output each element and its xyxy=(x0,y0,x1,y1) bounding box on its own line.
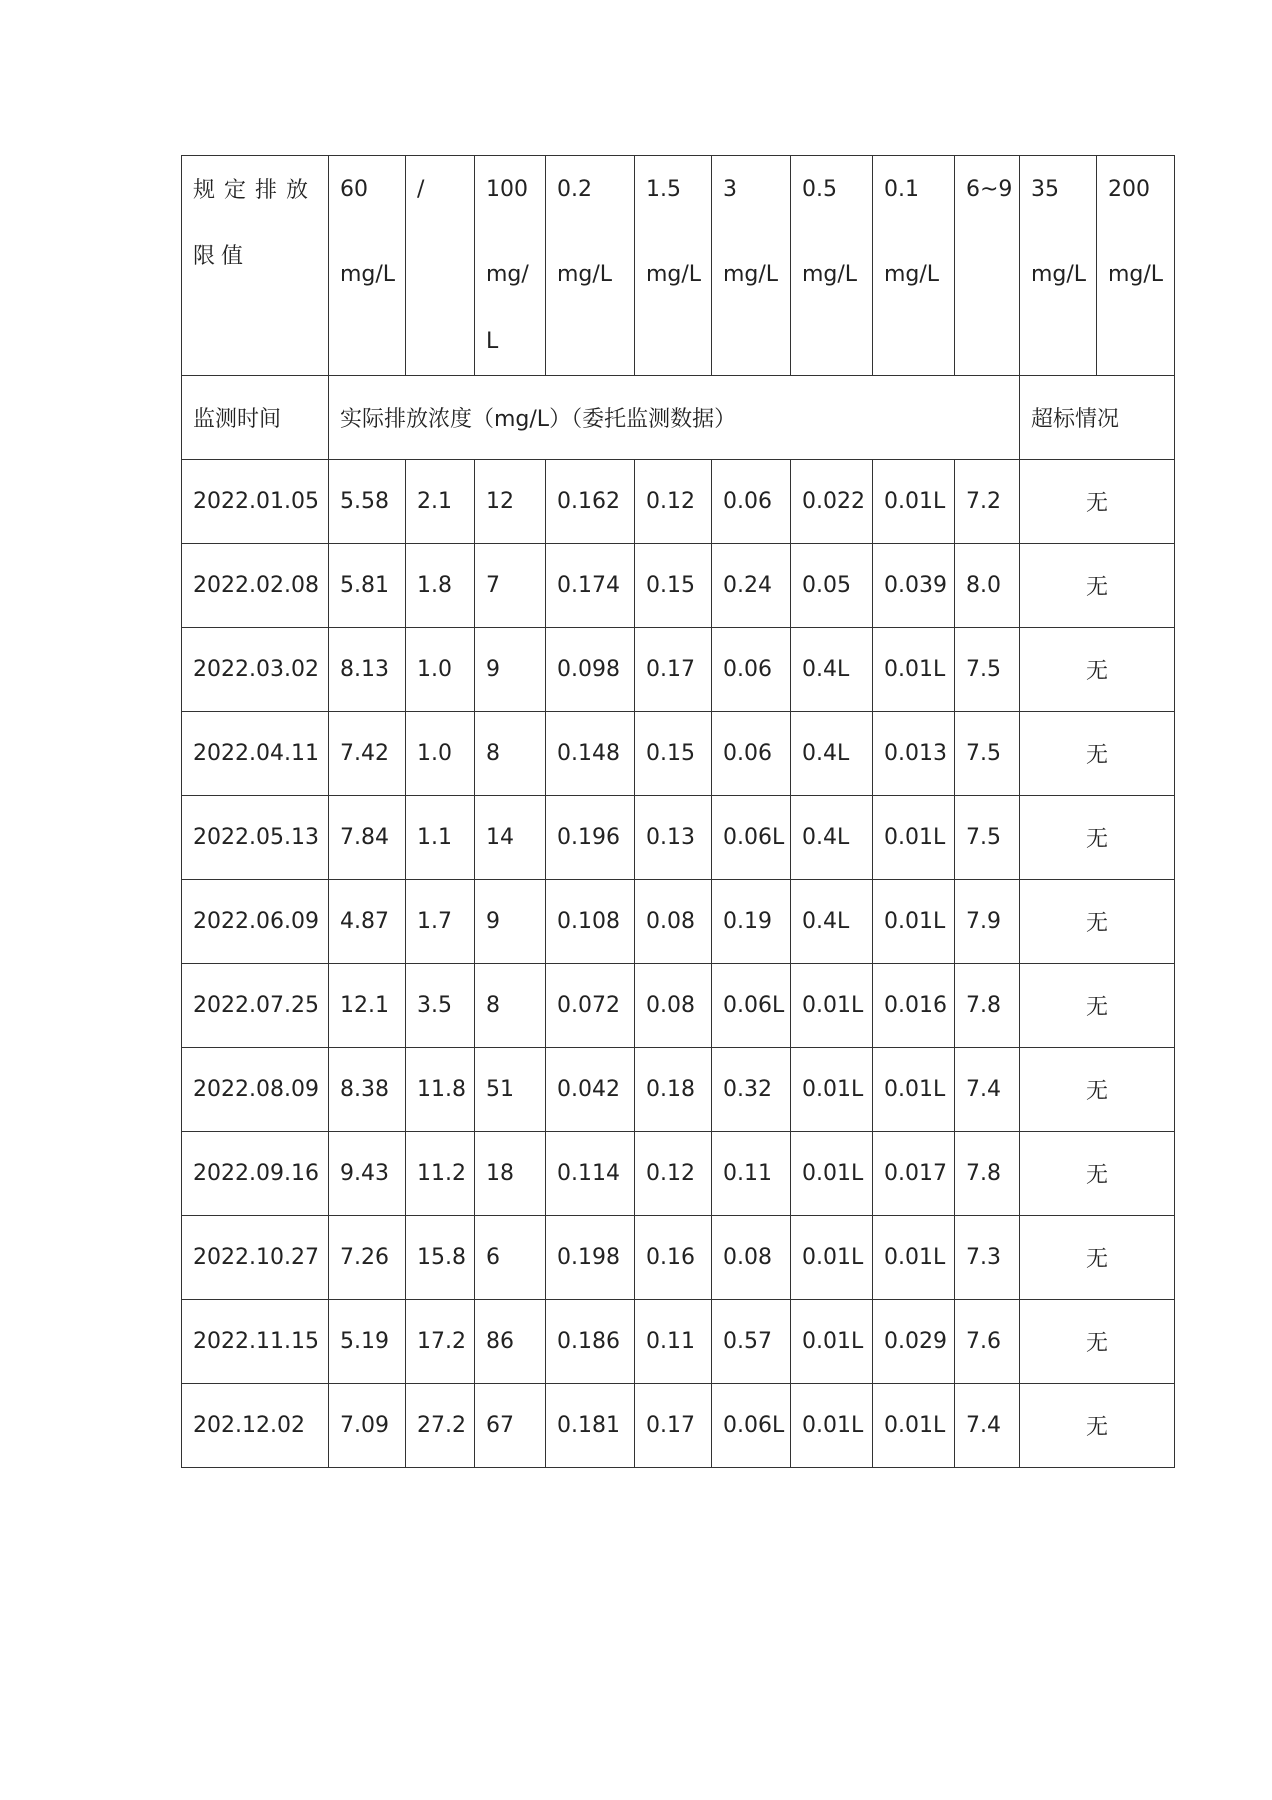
limit-value-cell xyxy=(873,156,955,376)
value-cell: 0.16 xyxy=(635,1216,712,1300)
value-cell: 0.01L xyxy=(873,796,955,880)
status-cell: 无 xyxy=(1020,712,1175,796)
limit-value-part: mg/L xyxy=(646,262,702,287)
value-cell: 0.06 xyxy=(712,628,791,712)
limit-value-stack xyxy=(1031,174,1096,308)
value-cell: 7.84 xyxy=(329,796,406,880)
date-cell: 2022.11.15 xyxy=(182,1300,329,1384)
status-cell: 无 xyxy=(1020,1384,1175,1468)
value-cell: 0.01L xyxy=(791,1384,873,1468)
value-cell: 0.08 xyxy=(712,1216,791,1300)
value-cell: 67 xyxy=(475,1384,546,1468)
value-cell: 0.15 xyxy=(635,544,712,628)
value-cell: 0.01L xyxy=(873,460,955,544)
limit-value-cell xyxy=(1020,156,1097,376)
value-cell: 7.2 xyxy=(955,460,1020,544)
value-cell: 0.05 xyxy=(791,544,873,628)
value-cell: 0.016 xyxy=(873,964,955,1048)
limit-value-part: mg/L xyxy=(802,262,858,287)
table-row xyxy=(182,628,1175,712)
value-cell: 7.5 xyxy=(955,628,1020,712)
value-cell: 0.08 xyxy=(635,880,712,964)
value-cell: 0.098 xyxy=(546,628,635,712)
value-cell: 12.1 xyxy=(329,964,406,1048)
value-cell: 0.01L xyxy=(873,1216,955,1300)
value-cell: 0.19 xyxy=(712,880,791,964)
limit-label-line2: 限值 xyxy=(193,244,250,269)
status-cell: 无 xyxy=(1020,964,1175,1048)
value-cell: 9 xyxy=(475,880,546,964)
value-cell: 7.4 xyxy=(955,1384,1020,1468)
value-cell: 7.26 xyxy=(329,1216,406,1300)
limit-value-part: 100 xyxy=(486,177,528,202)
table-row xyxy=(182,796,1175,880)
value-cell: 8 xyxy=(475,964,546,1048)
value-cell: 27.2 xyxy=(406,1384,475,1468)
value-cell: 0.01L xyxy=(791,1300,873,1384)
value-cell: 0.042 xyxy=(546,1048,635,1132)
limit-value-stack xyxy=(966,174,1019,241)
limit-value-part: mg/L xyxy=(1031,262,1087,287)
date-cell: 2022.03.02 xyxy=(182,628,329,712)
limit-value-part: mg/L xyxy=(340,262,396,287)
value-cell: 0.029 xyxy=(873,1300,955,1384)
value-cell: 0.06 xyxy=(712,460,791,544)
value-cell: 0.01L xyxy=(873,880,955,964)
date-cell: 202.12.02 xyxy=(182,1384,329,1468)
table-row xyxy=(182,544,1175,628)
date-cell: 2022.08.09 xyxy=(182,1048,329,1132)
value-cell: 0.01L xyxy=(791,1216,873,1300)
status-cell: 无 xyxy=(1020,460,1175,544)
value-cell: 15.8 xyxy=(406,1216,475,1300)
value-cell: 1.0 xyxy=(406,712,475,796)
limit-label-cell xyxy=(182,156,329,376)
limit-row xyxy=(182,156,1175,376)
value-cell: 4.87 xyxy=(329,880,406,964)
limit-value-stack xyxy=(723,174,790,308)
limit-value-part: 1.5 xyxy=(646,177,681,202)
value-cell: 0.32 xyxy=(712,1048,791,1132)
monitoring-table xyxy=(181,155,1175,1468)
value-cell: 0.17 xyxy=(635,1384,712,1468)
limit-value-cell xyxy=(955,156,1020,376)
limit-value-stack xyxy=(802,174,872,308)
concentration-header-cell: 实际排放浓度（mg/L）（委托监测数据） xyxy=(329,376,1020,460)
value-cell: 7.8 xyxy=(955,1132,1020,1216)
value-cell: 0.162 xyxy=(546,460,635,544)
table-row xyxy=(182,1216,1175,1300)
date-cell: 2022.05.13 xyxy=(182,796,329,880)
value-cell: 0.06L xyxy=(712,796,791,880)
limit-value-cell xyxy=(329,156,406,376)
limit-value-part: mg/L xyxy=(884,262,940,287)
value-cell: 0.01L xyxy=(791,964,873,1048)
value-cell: 7.8 xyxy=(955,964,1020,1048)
value-cell: 0.022 xyxy=(791,460,873,544)
limit-value-part: 35 xyxy=(1031,177,1059,202)
table-row xyxy=(182,712,1175,796)
value-cell: 0.11 xyxy=(635,1300,712,1384)
limit-value-stack xyxy=(884,174,954,308)
limit-value-part: 0.2 xyxy=(557,177,592,202)
table-body xyxy=(182,156,1175,1468)
value-cell: 12 xyxy=(475,460,546,544)
limit-label xyxy=(193,158,328,290)
value-cell: 0.01L xyxy=(873,628,955,712)
table-row xyxy=(182,1132,1175,1216)
value-cell: 1.1 xyxy=(406,796,475,880)
limit-value-part: mg/ xyxy=(486,262,529,287)
value-cell: 14 xyxy=(475,796,546,880)
date-cell: 2022.04.11 xyxy=(182,712,329,796)
value-cell: 5.19 xyxy=(329,1300,406,1384)
value-cell: 0.108 xyxy=(546,880,635,964)
value-cell: 86 xyxy=(475,1300,546,1384)
value-cell: 0.039 xyxy=(873,544,955,628)
header-row xyxy=(182,376,1175,460)
value-cell: 8.38 xyxy=(329,1048,406,1132)
value-cell: 1.7 xyxy=(406,880,475,964)
value-cell: 1.0 xyxy=(406,628,475,712)
value-cell: 7.6 xyxy=(955,1300,1020,1384)
exceed-header-cell: 超标情况 xyxy=(1020,376,1175,460)
date-cell: 2022.09.16 xyxy=(182,1132,329,1216)
value-cell: 0.186 xyxy=(546,1300,635,1384)
limit-value-part: 0.5 xyxy=(802,177,837,202)
status-cell: 无 xyxy=(1020,1216,1175,1300)
limit-value-part: L xyxy=(486,329,499,354)
limit-label-line1: 规定排放 xyxy=(193,178,318,203)
limit-value-stack xyxy=(1108,174,1174,308)
value-cell: 3.5 xyxy=(406,964,475,1048)
value-cell: 7 xyxy=(475,544,546,628)
value-cell: 0.01L xyxy=(791,1132,873,1216)
limit-value-part: 60 xyxy=(340,177,368,202)
limit-value-cell xyxy=(635,156,712,376)
value-cell: 7.9 xyxy=(955,880,1020,964)
value-cell: 1.8 xyxy=(406,544,475,628)
table-row xyxy=(182,1048,1175,1132)
limit-value-stack xyxy=(646,174,711,308)
date-cell: 2022.02.08 xyxy=(182,544,329,628)
limit-value-cell xyxy=(1097,156,1175,376)
limit-value-stack xyxy=(417,174,474,241)
limit-value-part: mg/L xyxy=(1108,262,1164,287)
status-cell: 无 xyxy=(1020,880,1175,964)
value-cell: 0.12 xyxy=(635,1132,712,1216)
value-cell: 0.12 xyxy=(635,460,712,544)
date-cell: 2022.06.09 xyxy=(182,880,329,964)
value-cell: 0.11 xyxy=(712,1132,791,1216)
limit-value-cell xyxy=(791,156,873,376)
date-cell: 2022.07.25 xyxy=(182,964,329,1048)
table-row xyxy=(182,1384,1175,1468)
value-cell: 6 xyxy=(475,1216,546,1300)
value-cell: 0.181 xyxy=(546,1384,635,1468)
value-cell: 7.09 xyxy=(329,1384,406,1468)
date-cell: 2022.01.05 xyxy=(182,460,329,544)
value-cell: 18 xyxy=(475,1132,546,1216)
value-cell: 7.5 xyxy=(955,796,1020,880)
limit-value-part: mg/L xyxy=(557,262,613,287)
value-cell: 0.013 xyxy=(873,712,955,796)
value-cell: 51 xyxy=(475,1048,546,1132)
date-cell: 2022.10.27 xyxy=(182,1216,329,1300)
value-cell: 0.017 xyxy=(873,1132,955,1216)
value-cell: 0.06L xyxy=(712,1384,791,1468)
value-cell: 11.2 xyxy=(406,1132,475,1216)
value-cell: 2.1 xyxy=(406,460,475,544)
value-cell: 8 xyxy=(475,712,546,796)
limit-value-cell xyxy=(475,156,546,376)
value-cell: 8.0 xyxy=(955,544,1020,628)
limit-value-cell xyxy=(712,156,791,376)
status-cell: 无 xyxy=(1020,796,1175,880)
value-cell: 0.06L xyxy=(712,964,791,1048)
value-cell: 0.01L xyxy=(873,1384,955,1468)
time-header-cell: 监测时间 xyxy=(182,376,329,460)
value-cell: 0.57 xyxy=(712,1300,791,1384)
value-cell: 11.8 xyxy=(406,1048,475,1132)
limit-value-part: 200 xyxy=(1108,177,1150,202)
value-cell: 0.174 xyxy=(546,544,635,628)
value-cell: 7.4 xyxy=(955,1048,1020,1132)
limit-value-part: 6~9 xyxy=(966,177,1013,202)
value-cell: 5.58 xyxy=(329,460,406,544)
value-cell: 0.4L xyxy=(791,880,873,964)
value-cell: 9.43 xyxy=(329,1132,406,1216)
value-cell: 0.15 xyxy=(635,712,712,796)
status-cell: 无 xyxy=(1020,1048,1175,1132)
value-cell: 0.17 xyxy=(635,628,712,712)
value-cell: 5.81 xyxy=(329,544,406,628)
limit-value-stack xyxy=(486,174,545,375)
value-cell: 0.4L xyxy=(791,712,873,796)
value-cell: 0.198 xyxy=(546,1216,635,1300)
value-cell: 7.5 xyxy=(955,712,1020,796)
value-cell: 0.24 xyxy=(712,544,791,628)
value-cell: 0.01L xyxy=(791,1048,873,1132)
value-cell: 0.13 xyxy=(635,796,712,880)
table-row xyxy=(182,880,1175,964)
value-cell: 8.13 xyxy=(329,628,406,712)
value-cell: 0.4L xyxy=(791,796,873,880)
value-cell: 9 xyxy=(475,628,546,712)
limit-value-cell xyxy=(546,156,635,376)
status-cell: 无 xyxy=(1020,1132,1175,1216)
value-cell: 7.3 xyxy=(955,1216,1020,1300)
value-cell: 0.08 xyxy=(635,964,712,1048)
limit-value-part: / xyxy=(417,177,425,202)
value-cell: 7.42 xyxy=(329,712,406,796)
limit-value-cell xyxy=(406,156,475,376)
value-cell: 0.196 xyxy=(546,796,635,880)
value-cell: 0.4L xyxy=(791,628,873,712)
value-cell: 0.072 xyxy=(546,964,635,1048)
value-cell: 0.114 xyxy=(546,1132,635,1216)
status-cell: 无 xyxy=(1020,628,1175,712)
value-cell: 17.2 xyxy=(406,1300,475,1384)
status-cell: 无 xyxy=(1020,544,1175,628)
value-cell: 0.01L xyxy=(873,1048,955,1132)
value-cell: 0.18 xyxy=(635,1048,712,1132)
table-row xyxy=(182,1300,1175,1384)
limit-value-stack xyxy=(557,174,634,308)
limit-value-part: 3 xyxy=(723,177,737,202)
table-row xyxy=(182,460,1175,544)
status-cell: 无 xyxy=(1020,1300,1175,1384)
table-row xyxy=(182,964,1175,1048)
limit-value-part: 0.1 xyxy=(884,177,919,202)
value-cell: 0.06 xyxy=(712,712,791,796)
limit-value-part: mg/L xyxy=(723,262,779,287)
limit-value-stack xyxy=(340,174,405,308)
value-cell: 0.148 xyxy=(546,712,635,796)
